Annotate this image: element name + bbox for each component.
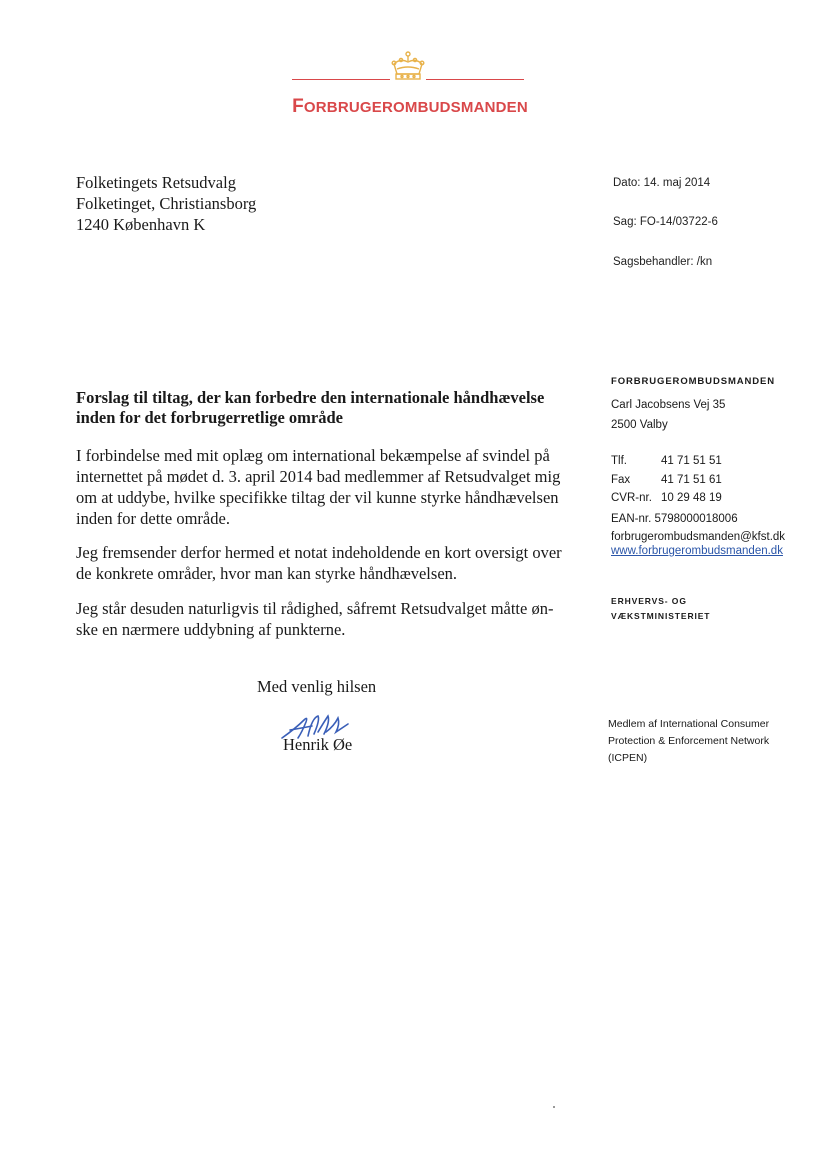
phone-row: [611, 452, 722, 471]
ministry-line: VÆKSTMINISTERIET: [611, 611, 711, 621]
logo-initial: F: [292, 96, 304, 117]
icpen-membership: [608, 716, 769, 767]
case-number: Sag: FO-14/03722-6: [613, 216, 718, 228]
letter-date: Dato: 14. maj 2014: [613, 177, 711, 189]
subject-line: inden for det forbrugerretlige område: [76, 408, 343, 427]
paragraph-line: I forbindelse med mit oplæg om international bekæmpelse af svindel på: [76, 446, 550, 465]
address-line: 2500 Valby: [611, 419, 668, 431]
ministry-line: ERHVERVS- OG: [611, 596, 687, 606]
logo-rule-right: [426, 79, 524, 80]
network-line: Medlem af International Consumer: [608, 718, 770, 730]
fax-row: [611, 471, 722, 490]
crown-icon: [388, 50, 428, 84]
organization-address: [611, 395, 725, 435]
phone-number: 41 71 51 51: [661, 455, 722, 467]
paragraph-line: ske en nærmere uddybning af punkterne.: [76, 620, 346, 639]
cvr-label: CVR-nr.: [611, 492, 652, 504]
signer-name: Henrik Øe: [283, 735, 353, 754]
fax-number: 41 71 51 61: [661, 473, 722, 486]
case-handler: Sagsbehandler: /kn: [613, 256, 713, 268]
network-line: (ICPEN): [608, 752, 648, 764]
recipient-address: [76, 172, 256, 235]
recipient-line: Folketinget, Christiansborg: [76, 194, 257, 213]
phone-label: Tlf.: [611, 455, 627, 467]
body-paragraph: [76, 598, 576, 640]
subject-line: Forslag til tiltag, der kan forbedre den internationale håndhævelse: [76, 388, 545, 407]
cvr-number: 10 29 48 19: [661, 492, 722, 504]
organization-name: FORBRUGEROMBUDSMANDEN: [611, 376, 776, 387]
ministry-name: [611, 594, 710, 624]
paragraph-line: de konkrete områder, hvor man kan styrke håndhævelsen.: [76, 564, 458, 583]
website-link[interactable]: www.forbrugerombudsmanden.dk: [611, 545, 783, 557]
paragraph-line: inden for dette område.: [76, 509, 230, 528]
paragraph-line: om at uddybe, hvilke specifikke tiltag der vil kunne styrke håndhævelsen: [76, 488, 559, 507]
recipient-line: 1240 København K: [76, 215, 206, 234]
scan-speck: [553, 1106, 555, 1108]
paragraph-line: internettet på mødet d. 3. april 2014 bad medlemmer af Retsudvalget mig: [76, 467, 561, 486]
closing-salutation: Med venlig hilsen: [257, 677, 377, 696]
body-paragraph: [76, 542, 576, 584]
logo-wordmark: [290, 96, 530, 118]
ean-number: EAN-nr. 5798000018006: [611, 513, 738, 525]
recipient-line: Folketingets Retsudvalg: [76, 173, 236, 192]
logo-rule-left: [292, 79, 390, 80]
body-paragraph: [76, 445, 576, 529]
fax-label: Fax: [611, 473, 631, 486]
paragraph-line: Jeg fremsender derfor hermed et notat indeholdende en kort oversigt over: [76, 543, 562, 562]
network-line: Protection & Enforcement Network: [608, 735, 770, 747]
cvr-row: [611, 489, 722, 508]
contact-numbers: [611, 452, 722, 508]
email-address: forbrugerombudsmanden@kfst.dk: [611, 531, 786, 543]
address-line: Carl Jacobsens Vej 35: [611, 399, 726, 411]
logo-rest: ORBRUGEROMBUDSMANDEN: [303, 99, 528, 116]
letter-subject: [76, 388, 571, 428]
paragraph-line: Jeg står desuden naturligvis til rådighed, såfremt Retsudvalget måtte øn-: [76, 599, 554, 618]
